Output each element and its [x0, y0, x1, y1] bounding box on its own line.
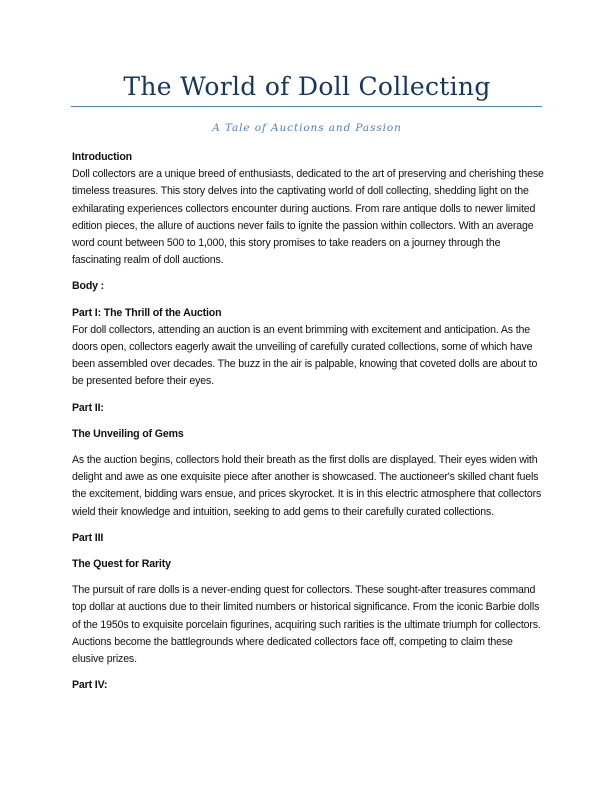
part1-paragraph: For doll collectors, attending an auction is an event brimming with excitement and anticipation. As the doors open, collectors eagerly await the unveiling of carefully curated collections, some of which have been assembled over decades. The buzz in the air is palpable, knowing that coveted dolls are about to be presented before their eyes. [72, 323, 538, 388]
document-title: The World of Doll Collecting [123, 72, 491, 101]
part1-heading: Part I: The Thrill of the Auction [72, 306, 222, 319]
document-subtitle: A Tale of Auctions and Passion [212, 122, 402, 134]
title-divider [71, 106, 542, 107]
part3-heading: The Quest for Rarity [72, 558, 171, 571]
introduction-heading: Introduction [72, 151, 132, 163]
introduction-paragraph: Doll collectors are a unique breed of enthusiasts, dedicated to the art of preserving and cherishing these timeless treasures. This story delves into the captivating world of doll collecting, shedding light on the exhilarating experiences collectors encounter during auctions. From rare antique dolls to newer limited edition pieces, the allure of auctions never fails to ignite the passion within collectors. With an average word count between 500 to 1,000, this story promises to take readers on a journey through the fascinating realm of doll auctions. [72, 168, 544, 267]
part3-paragraph: The pursuit of rare dolls is a never-ending quest for collectors. These sought-after treasures command top dollar at auctions due to their limited numbers or historical significance. From the iconic Barbie dolls of the 1950s to exquisite porcelain figurines, acquiring such rarities is the ultimate triumph for collectors. Auctions become the battlegrounds where dedicated collectors face off, competing to claim these elusive prizes. [72, 584, 541, 666]
part2-label: Part II: [72, 401, 104, 414]
part2-paragraph: As the auction begins, collectors hold their breath as the first dolls are displayed. Their eyes widen with delight and awe as one exquisite piece after another is showcased. The auctioneer's skilled chant fuels the excitement, bidding wars ensue, and prices skyrocket. It is in this electric atmosphere that collectors wield their knowledge and intuition, seeking to add gems to their carefully curated collections. [72, 454, 542, 518]
body-label: Body : [72, 280, 105, 293]
part2-heading: The Unveiling of Gems [72, 427, 184, 440]
part4-label: Part IV: [72, 679, 108, 692]
part3-label: Part III [72, 531, 104, 544]
document-body [72, 149, 544, 694]
